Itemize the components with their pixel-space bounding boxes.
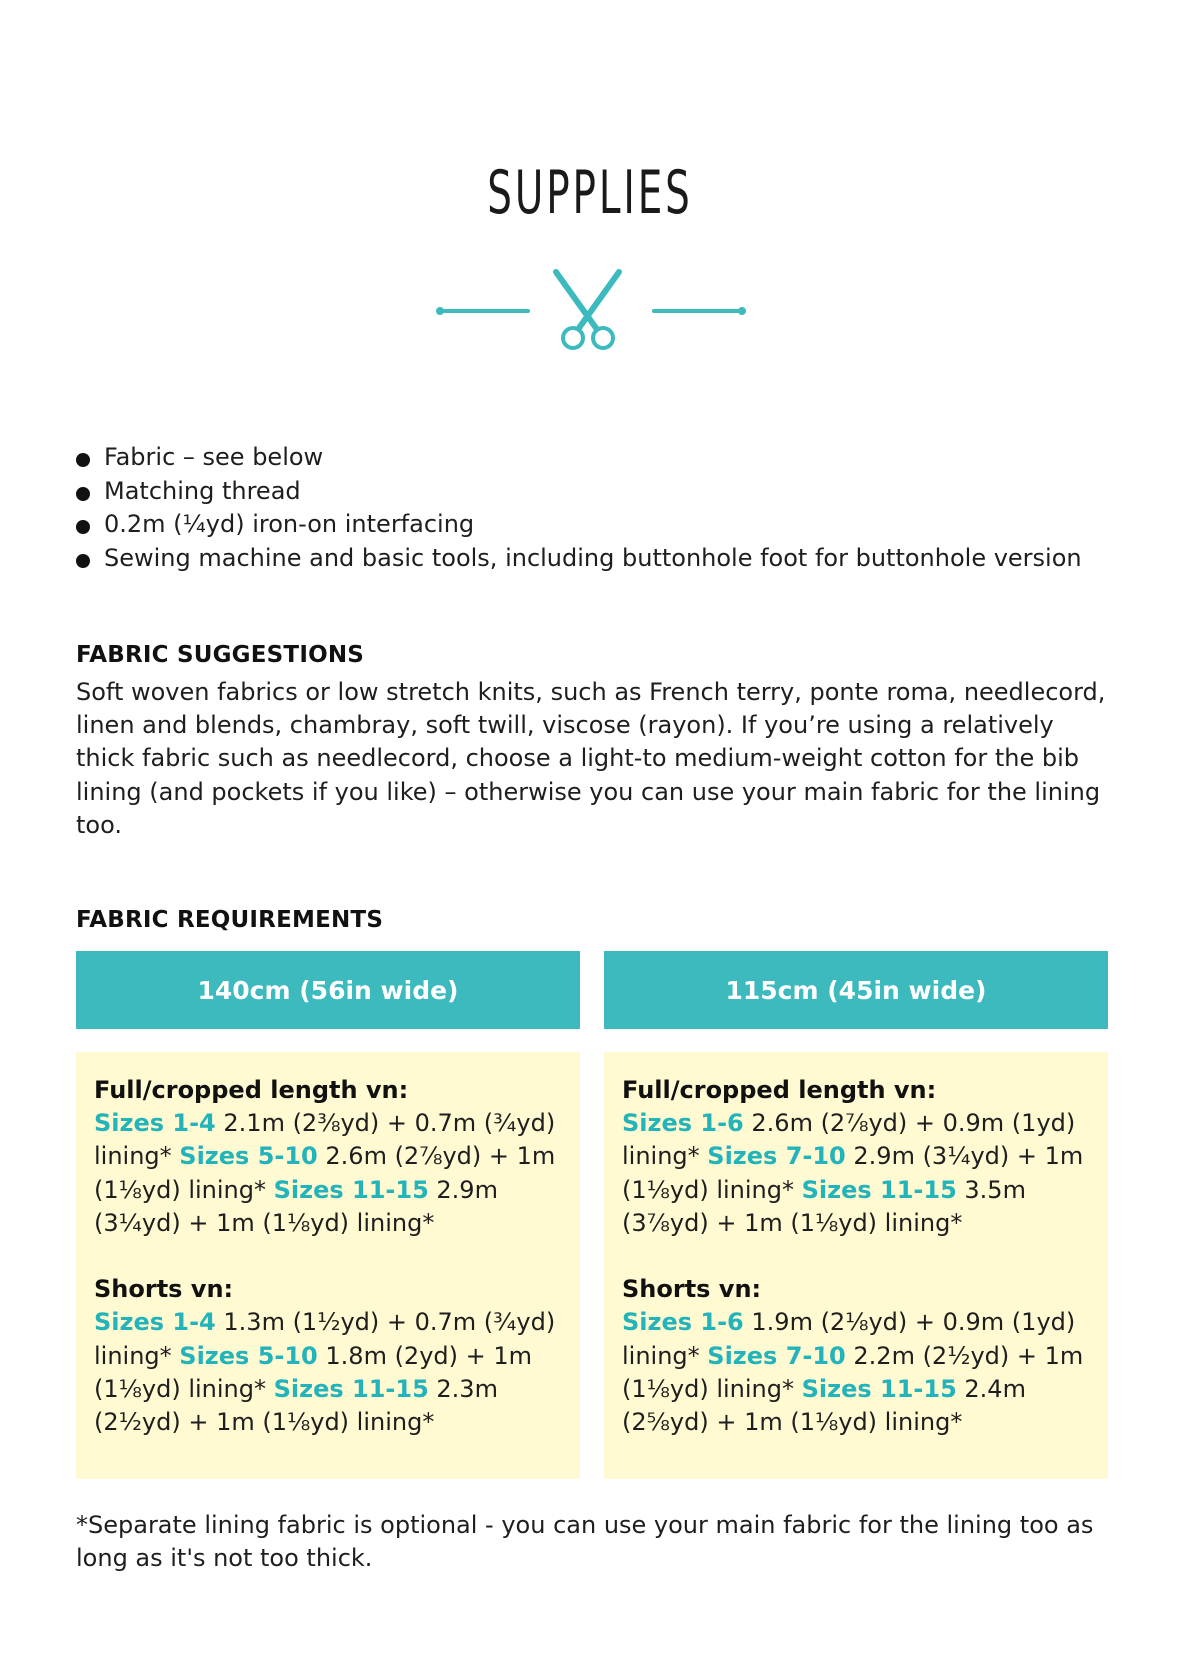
shorts-text xyxy=(94,1306,562,1439)
size-label: Sizes 11-15 xyxy=(273,1175,429,1204)
shorts-block xyxy=(94,1273,562,1439)
full-length-text xyxy=(622,1107,1090,1240)
requirement-text: 2.6m (2⅞yd) + 1m (1⅛yd) lining* xyxy=(94,1142,556,1204)
full-length-block xyxy=(94,1074,562,1240)
size-label: Sizes 1-4 xyxy=(94,1109,216,1138)
scissors-icon xyxy=(436,272,746,348)
requirement-text: 2.1m (2⅜yd) + 0.7m (¾yd) lining* xyxy=(94,1109,556,1171)
shorts-title: Shorts vn: xyxy=(622,1275,762,1304)
fabric-suggestions-heading: FABRIC SUGGESTIONS xyxy=(76,642,365,668)
list-item: 0.2m (¼yd) iron-on interfacing xyxy=(76,508,1082,542)
supplies-list xyxy=(76,441,1082,575)
size-label: Sizes 5-10 xyxy=(179,1142,318,1171)
requirements-panel-115cm xyxy=(604,1052,1108,1479)
size-label: Sizes 11-15 xyxy=(801,1374,957,1403)
fabric-requirements-heading: FABRIC REQUIREMENTS xyxy=(76,907,384,933)
requirement-text: 2.6m (2⅞yd) + 0.9m (1yd) lining* xyxy=(622,1109,1076,1171)
list-item: Matching thread xyxy=(76,475,1082,509)
full-length-text xyxy=(94,1107,562,1240)
size-label: Sizes 7-10 xyxy=(707,1142,846,1171)
full-length-block xyxy=(622,1074,1090,1240)
requirement-text: 2.9m (3¼yd) + 1m (1⅛yd) lining* xyxy=(622,1142,1084,1204)
column-header-115cm: 115cm (45in wide) xyxy=(604,951,1108,1029)
shorts-block xyxy=(622,1273,1090,1439)
lining-footnote: *Separate lining fabric is optional - you can use your main fabric for the lining too as long as it's not too thick. xyxy=(76,1511,1094,1573)
requirement-text: 1.9m (2⅛yd) + 0.9m (1yd) lining* xyxy=(622,1308,1076,1370)
shorts-title: Shorts vn: xyxy=(94,1275,234,1304)
requirement-text: 1.3m (1½yd) + 0.7m (¾yd) lining* xyxy=(94,1308,556,1370)
size-label: Sizes 1-6 xyxy=(622,1308,744,1337)
requirement-text: 2.3m (2½yd) + 1m (1⅛yd) lining* xyxy=(94,1374,498,1437)
scissors-divider xyxy=(436,268,746,358)
fabric-suggestions-text: Soft woven fabrics or low stretch knits, such as French terry, ponte roma, needlecord, linen and blends, chambray, soft twill, viscose (rayon). If you’re using a relatively thick fabric such as needlecord, choose a light-to medium-weight cotton for the bib lining (and pockets if you like) – otherwise you can use your main fabric for the lining too. xyxy=(76,678,1106,839)
page-title: SUPPLIES xyxy=(487,158,693,228)
requirement-text: 3.5m (3⅞yd) + 1m (1⅛yd) lining* xyxy=(622,1175,1026,1237)
requirement-text: 1.8m (2yd) + 1m (1⅛yd) lining* xyxy=(94,1341,533,1403)
list-item: Sewing machine and basic tools, including buttonhole foot for buttonhole version xyxy=(76,542,1082,576)
requirement-text: 2.9m (3¼yd) + 1m (1⅛yd) lining* xyxy=(94,1175,498,1237)
requirement-text: 2.4m (2⅝yd) + 1m (1⅛yd) lining* xyxy=(622,1374,1026,1437)
size-label: Sizes 5-10 xyxy=(179,1341,318,1370)
full-length-title: Full/cropped length vn: xyxy=(94,1076,409,1104)
size-label: Sizes 7-10 xyxy=(707,1341,846,1370)
size-label: Sizes 11-15 xyxy=(273,1374,429,1403)
size-label: Sizes 1-4 xyxy=(94,1308,216,1337)
size-label: Sizes 11-15 xyxy=(801,1175,957,1204)
full-length-title: Full/cropped length vn: xyxy=(622,1076,937,1104)
requirement-text: 2.2m (2½yd) + 1m (1⅛yd) lining* xyxy=(622,1341,1084,1403)
shorts-text xyxy=(622,1306,1090,1439)
requirements-panel-140cm xyxy=(76,1052,580,1479)
size-label: Sizes 1-6 xyxy=(622,1109,744,1138)
column-header-140cm: 140cm (56in wide) xyxy=(76,951,580,1029)
list-item: Fabric – see below xyxy=(76,441,1082,475)
